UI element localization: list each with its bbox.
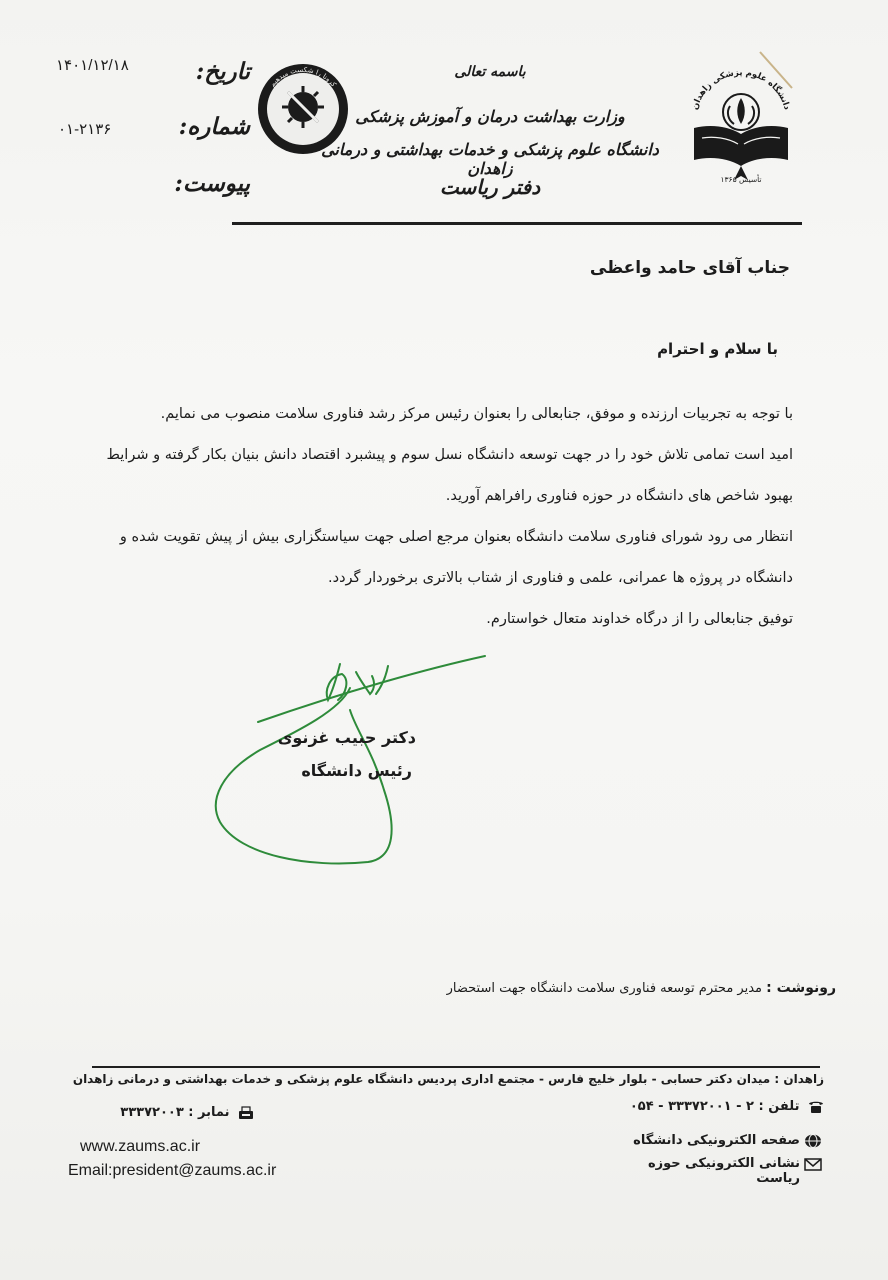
header-divider [232,222,802,225]
cc-label: رونوشت : [766,980,836,996]
address: زاهدان : میدان دکتر حسابی - بلوار خلیج فارس - مجتمع اداری پردیس دانشگاه علوم پزشکی و خدمات بهداشتی و درمانی زاهدان [72,1072,824,1086]
number-value: ۰۱-۲۱۳۶ [58,121,112,138]
seal-sub: COVID-19 [276,124,330,144]
attachment-label: پیوست: [174,170,250,197]
mail-icon [804,1156,822,1172]
ministry-name: وزارت بهداشت درمان و آموزش پزشکی [355,107,625,126]
signer-title: رئیس دانشگاه [301,761,412,780]
email-label: نشانی الکترونیکی حوزه ریاست [647,1156,800,1186]
paragraph: توفیق جنابعالی را از درگاه خداوند متعال خواستارم. [486,611,793,627]
office-name: دفتر ریاست [439,175,541,199]
date-value: ۱۴۰۱/۱۲/۱۸ [56,57,129,74]
signer-name: دکتر حبیب غزنوی [277,728,416,747]
number-label: شماره: [178,113,250,140]
paragraph: امید است تمامی تلاش خود را در جهت توسعه دانشگاه نسل سوم و پیشبرد اقتصاد دانش بنیان بکار گرفته و شرایط بهبود شاخص های دانشگاه در حوزه فناوری رافراهم آورید. [106,447,793,504]
phone-number: تلفن : ۲ - ۳۳۳۷۲۰۰۱ - ۰۵۴ [629,1099,800,1114]
date-label: تاریخ: [195,58,250,85]
logo-year: تأسیس ۱۳۶۵ [720,175,762,184]
footer-divider [92,1066,820,1068]
greeting: با سلام و احترام [657,340,778,358]
seal-text: کرونا را شکست میدهیم [268,65,338,89]
website-url[interactable]: www.zaums.ac.ir [80,1138,201,1155]
email-address[interactable]: Email:president@zaums.ac.ir [68,1162,277,1179]
recipient: جناب آقای حامد واعظی [589,258,790,278]
fax-line [110,1105,254,1120]
staple-mark [756,50,796,90]
logo-text: دانشگاه علوم پزشکی زاهدان [690,67,792,112]
fax-icon [238,1106,254,1120]
paragraph: انتظار می رود شورای فناوری سلامت دانشگاه بعنوان مرجع اصلی جهت سیاستگزاری بیش از پیش تقویت شده و دانشگاه در پروژه ها عمرانی، علمی و فناوری از شتاب بالاتری برخوردار گردد. [119,529,793,586]
cc-line [420,980,836,996]
university-name: دانشگاه علوم پزشکی و خدمات بهداشتی و درمانی زاهدان [321,140,659,178]
web-icon [804,1133,822,1149]
fax-number: نمابر : ۳۳۳۷۲۰۰۳ [120,1105,230,1120]
phone-icon [808,1100,824,1114]
paragraph: با توجه به تجربیات ارزنده و موفق، جنابعالی را بعنوان رئیس مرکز رشد فناوری سلامت منصوب می نمایم. [160,406,793,422]
phone-line [600,1099,824,1114]
letter-body [90,394,793,640]
bismillah-heading: باسمه تعالی [454,64,526,80]
cc-text: مدیر محترم توسعه فناوری سلامت دانشگاه جهت استحضار [446,981,762,996]
website-label: صفحه الکترونیکی دانشگاه [633,1133,800,1148]
